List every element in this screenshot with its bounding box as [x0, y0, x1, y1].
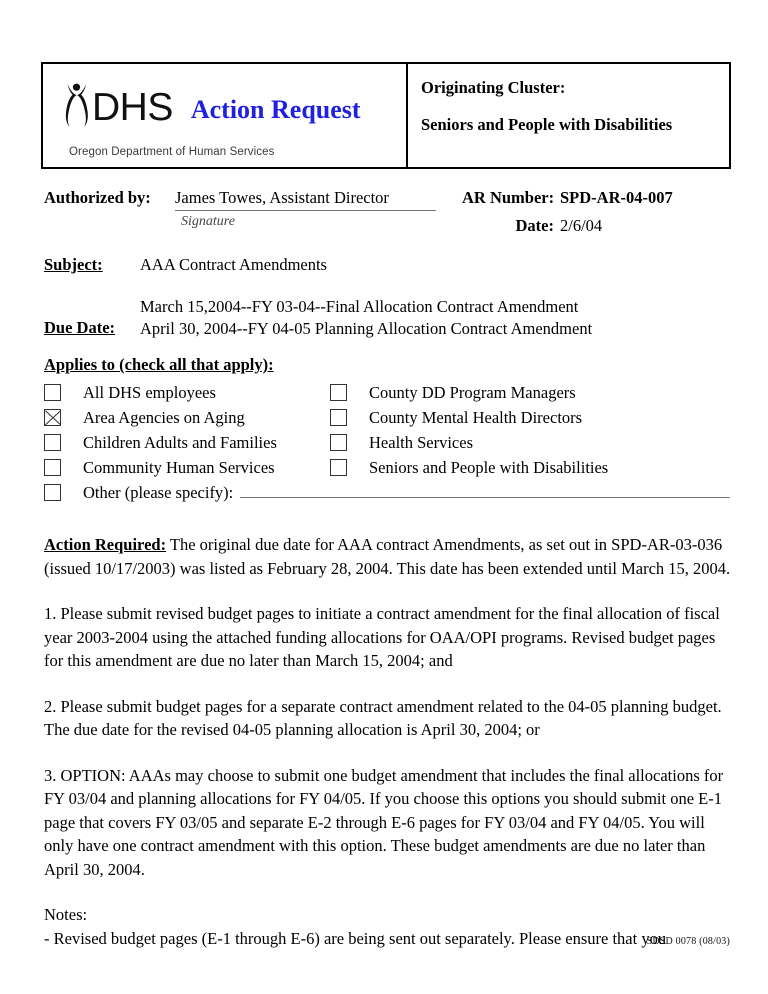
body-item-3: 3. OPTION: AAAs may choose to submit one budget amendment that includes the final allocations for FY 03/04 and planning allocations for FY 04/05. If you choose this options you should submit one E-1 page that covers FY 03/05 and separate E-2 through E-6 pages for FY 03/04 and FY 04/05. You will only have one contract amendment with this option. These budget amendments are due no later than April 30, 2004. [44, 765, 724, 879]
checkbox-row[interactable] [44, 405, 277, 430]
subject-value: AAA Contract Amendments [140, 255, 327, 274]
checkbox-label: Children Adults and Families [83, 432, 277, 452]
checkbox-county-mental-health-directors[interactable] [330, 409, 347, 426]
action-required-paragraph [44, 533, 734, 580]
checkbox-row[interactable] [330, 430, 608, 455]
checkbox-label: Community Human Services [83, 457, 275, 477]
checkbox-row[interactable] [330, 380, 608, 405]
checkbox-other[interactable] [44, 484, 61, 501]
applies-to-column-left [44, 380, 277, 505]
signature-caption: Signature [181, 214, 235, 229]
due-date-values [140, 296, 592, 340]
checkbox-community-human-services[interactable] [44, 459, 61, 476]
ar-number-label: AR Number: [462, 188, 555, 207]
checkbox-row[interactable] [44, 430, 277, 455]
body-item-1: 1. Please submit revised budget pages to initiate a contract amendment for the final allocation of fiscal year 2003-2004 using the attached funding allocations for OAA/OPI programs. Revised budget pages for this amendment are due no later than March 15, 2004; and [44, 604, 720, 670]
due-date-label: Due Date: [44, 318, 116, 337]
due-date-line-1: March 15,2004--FY 03-04--Final Allocation Contract Amendment [140, 297, 579, 316]
originating-cluster-label: Originating Cluster: [421, 78, 566, 97]
checkbox-label: Other (please specify): [83, 482, 234, 502]
authorized-by-label: Authorized by: [44, 188, 151, 207]
document-title: Action Request [190, 95, 361, 124]
checkbox-label: County DD Program Managers [369, 382, 576, 402]
dhs-logo [61, 82, 361, 128]
authorization-block [44, 188, 734, 235]
subject-label: Subject: [44, 255, 103, 274]
checkbox-area-agencies-on-aging[interactable] [44, 409, 61, 426]
action-required-label: Action Required: [44, 535, 167, 554]
action-required-text: The original due date for AAA contract Amendments, as set out in SPD-AR-03-036 (issued 10/17/2003) was listed as February 28, 2004. This date has been extended until March 15, 2004. [44, 535, 731, 578]
body-item-2: 2. Please submit budget pages for a separate contract amendment related to the 04-05 planning budget. The due date for the revised 04-05 planning allocation is April 30, 2004; or [44, 696, 722, 739]
checkbox-row[interactable] [44, 455, 277, 480]
checkbox-label: Health Services [369, 432, 474, 452]
checkbox-county-dd-program-managers[interactable] [330, 384, 347, 401]
applies-to-title: Applies to (check all that apply): [44, 355, 274, 374]
checkbox-children-adults-and-families[interactable] [44, 434, 61, 451]
document-body [44, 533, 734, 950]
agency-subtitle: Oregon Department of Human Services [69, 146, 275, 158]
checkbox-label: County Mental Health Directors [369, 407, 583, 427]
checkbox-health-services[interactable] [330, 434, 347, 451]
dhs-logo-text: DHS [92, 86, 173, 129]
checkbox-label: Area Agencies on Aging [83, 407, 245, 427]
form-code: SDSD 0078 (08/03) [646, 936, 730, 947]
notes-heading: Notes: [44, 905, 88, 924]
dhs-person-logo-icon [61, 82, 91, 128]
document-header [41, 62, 731, 169]
checkbox-row[interactable] [330, 405, 608, 430]
header-logo-box [41, 62, 408, 169]
checkbox-all-dhs-employees[interactable] [44, 384, 61, 401]
checkbox-row[interactable] [44, 480, 277, 505]
date-label: Date: [515, 216, 554, 235]
authorized-by-value: James Towes, Assistant Director [175, 188, 436, 211]
checkbox-seniors-and-people-with-disabilities[interactable] [330, 459, 347, 476]
checkbox-label: Seniors and People with Disabilities [369, 457, 609, 477]
originating-cluster-value: Seniors and People with Disabilities [421, 115, 673, 134]
other-specify-field[interactable] [240, 497, 730, 498]
applies-to-column-right [330, 380, 608, 480]
ar-number-value: SPD-AR-04-007 [560, 188, 673, 207]
notes-item-1: - Revised budget pages (E-1 through E-6) are being sent out separately. Please ensure that you [44, 928, 667, 948]
checkbox-label: All DHS employees [83, 382, 216, 402]
originating-cluster-box [406, 62, 731, 169]
checkbox-row[interactable] [330, 455, 608, 480]
date-value: 2/6/04 [560, 216, 603, 235]
checkbox-row[interactable] [44, 380, 277, 405]
due-date-line-2: April 30, 2004--FY 04-05 Planning Allocation Contract Amendment [140, 319, 593, 338]
